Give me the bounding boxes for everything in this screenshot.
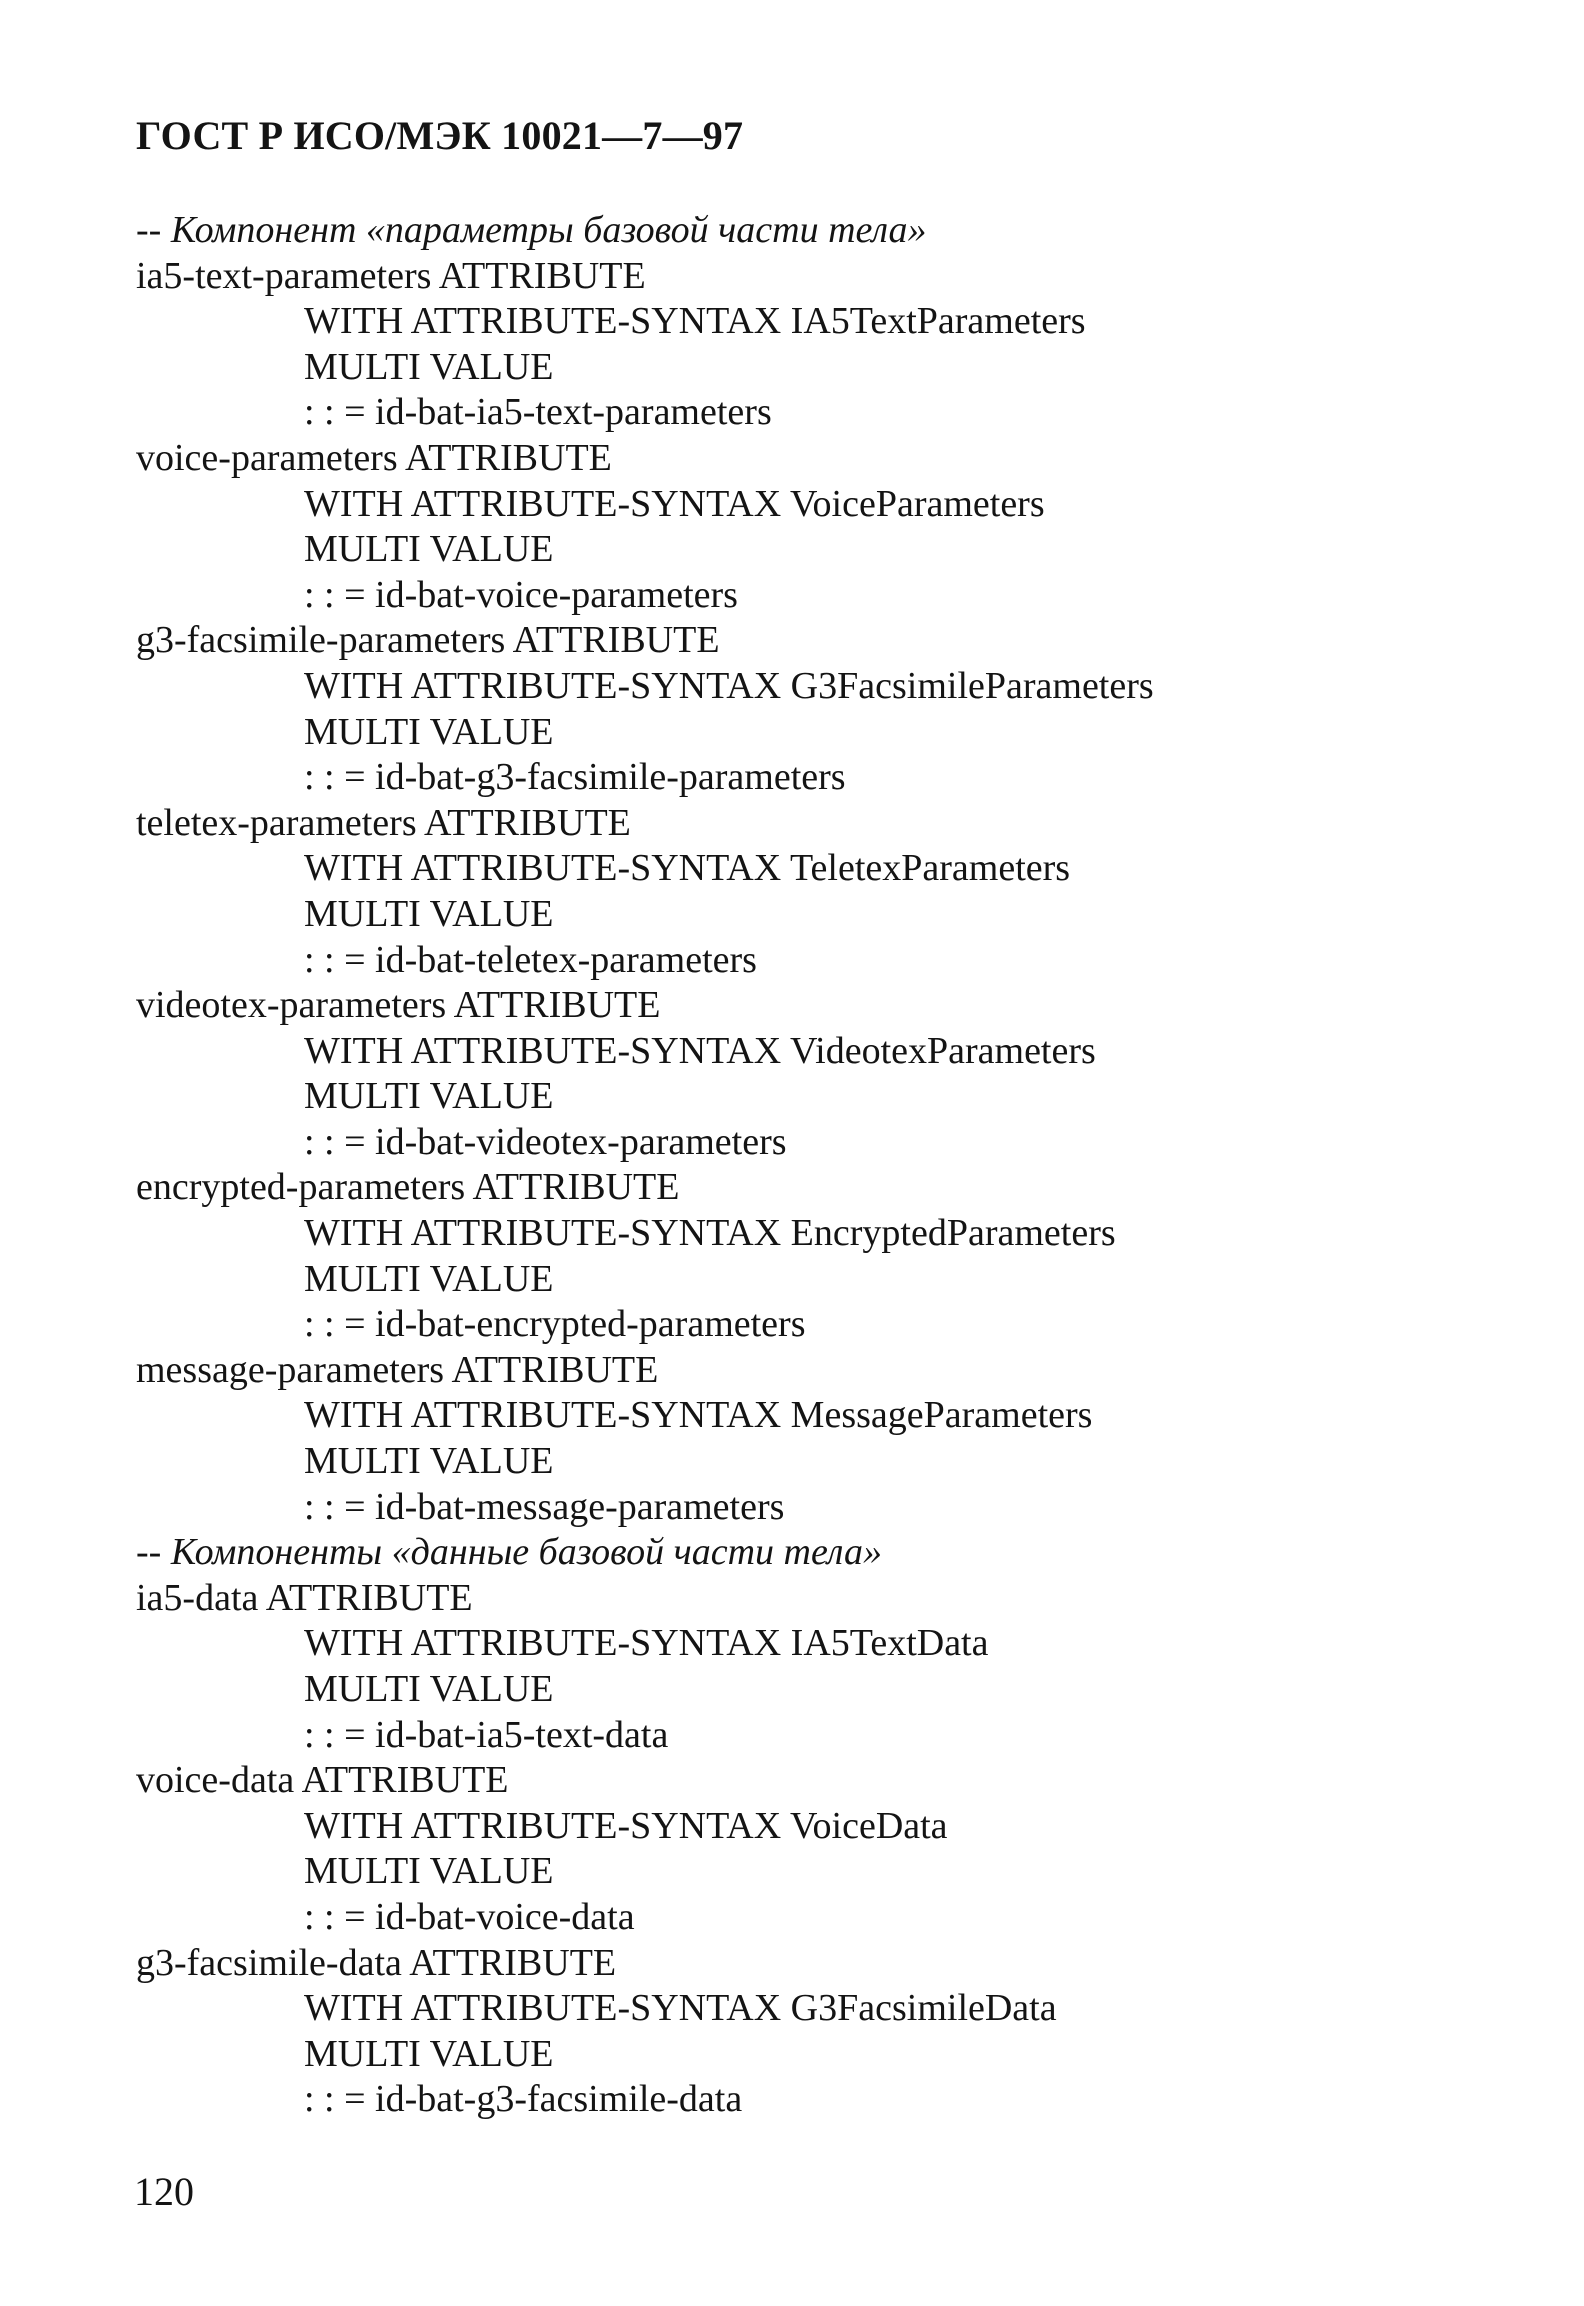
attribute-definition: voice-parameters ATTRIBUTE bbox=[136, 436, 612, 479]
comment-text: Компоненты «данные базовой части тела» bbox=[170, 1531, 882, 1574]
listing-clause: WITH ATTRIBUTE-SYNTAX IA5TextData bbox=[304, 1622, 989, 1665]
attribute-definition: message-parameters ATTRIBUTE bbox=[136, 1348, 659, 1391]
listing-clause: MULTI VALUE bbox=[304, 2032, 554, 2075]
listing-clause: MULTI VALUE bbox=[304, 1668, 554, 1710]
listing-clause: : : = id-bat-encrypted-parameters bbox=[304, 1303, 806, 1346]
listing-clause: WITH ATTRIBUTE-SYNTAX VideotexParameters bbox=[304, 1029, 1096, 1072]
listing-clause: : : = id-bat-g3-facsimile-data bbox=[304, 2078, 743, 2121]
comment-dash: -- bbox=[136, 1531, 171, 1574]
attribute-definition: g3-facsimile-parameters ATTRIBUTE bbox=[136, 619, 720, 662]
comment-line bbox=[136, 208, 1154, 254]
listing-clause: WITH ATTRIBUTE-SYNTAX TeletexParameters bbox=[304, 847, 1071, 890]
listing-clause: : : = id-bat-voice-data bbox=[304, 1895, 635, 1938]
listing-clause: : : = id-bat-teletex-parameters bbox=[304, 938, 757, 981]
listing-clause: WITH ATTRIBUTE-SYNTAX G3FacsimileParameters bbox=[304, 664, 1154, 707]
listing-clause: WITH ATTRIBUTE-SYNTAX EncryptedParameters bbox=[304, 1212, 1116, 1255]
listing-clause: MULTI VALUE bbox=[304, 1440, 554, 1483]
attribute-definition: g3-facsimile-data ATTRIBUTE bbox=[136, 1941, 617, 1984]
asn1-listing bbox=[136, 208, 1154, 2123]
listing-clause: MULTI VALUE bbox=[304, 892, 554, 935]
listing-clause: MULTI VALUE bbox=[304, 1257, 554, 1300]
listing-clause: MULTI VALUE bbox=[304, 710, 554, 753]
listing-clause: WITH ATTRIBUTE-SYNTAX G3FacsimileData bbox=[304, 1987, 1057, 2030]
attribute-definition: encrypted-parameters ATTRIBUTE bbox=[136, 1166, 680, 1209]
attribute-definition: teletex-parameters ATTRIBUTE bbox=[136, 801, 631, 844]
listing-clause: : : = id-bat-voice-parameters bbox=[304, 573, 738, 616]
listing-clause: : : = id-bat-videotex-parameters bbox=[304, 1120, 787, 1163]
attribute-definition: ia5-text-parameters ATTRIBUTE bbox=[136, 254, 646, 297]
listing-clause: WITH ATTRIBUTE-SYNTAX IA5TextParameters bbox=[304, 300, 1086, 343]
listing-clause: MULTI VALUE bbox=[304, 1850, 554, 1893]
attribute-definition: videotex-parameters ATTRIBUTE bbox=[136, 984, 661, 1027]
listing-clause: : : = id-bat-ia5-text-data bbox=[304, 1713, 669, 1756]
listing-clause: MULTI VALUE bbox=[304, 1075, 554, 1118]
comment-line bbox=[136, 1530, 1154, 1576]
listing-clause: MULTI VALUE bbox=[304, 345, 554, 388]
listing-clause: : : = id-bat-g3-facsimile-parameters bbox=[304, 756, 846, 799]
attribute-definition: voice-data ATTRIBUTE bbox=[136, 1759, 509, 1802]
listing-clause: WITH ATTRIBUTE-SYNTAX MessageParameters bbox=[304, 1394, 1093, 1437]
comment-dash: -- bbox=[136, 209, 171, 251]
page-number: 120 bbox=[134, 2169, 194, 2214]
comment-text: Компонент «параметры базовой части тела» bbox=[170, 209, 927, 251]
listing-clause: WITH ATTRIBUTE-SYNTAX VoiceParameters bbox=[304, 482, 1045, 525]
listing-clause: MULTI VALUE bbox=[304, 528, 554, 571]
page-header: ГОСТ Р ИСО/МЭК 10021—7—97 bbox=[136, 113, 744, 158]
listing-clause: : : = id-bat-message-parameters bbox=[304, 1485, 785, 1528]
attribute-definition: ia5-data ATTRIBUTE bbox=[136, 1576, 473, 1619]
listing-clause: WITH ATTRIBUTE-SYNTAX VoiceData bbox=[304, 1804, 948, 1847]
listing-clause: : : = id-bat-ia5-text-parameters bbox=[304, 391, 772, 434]
